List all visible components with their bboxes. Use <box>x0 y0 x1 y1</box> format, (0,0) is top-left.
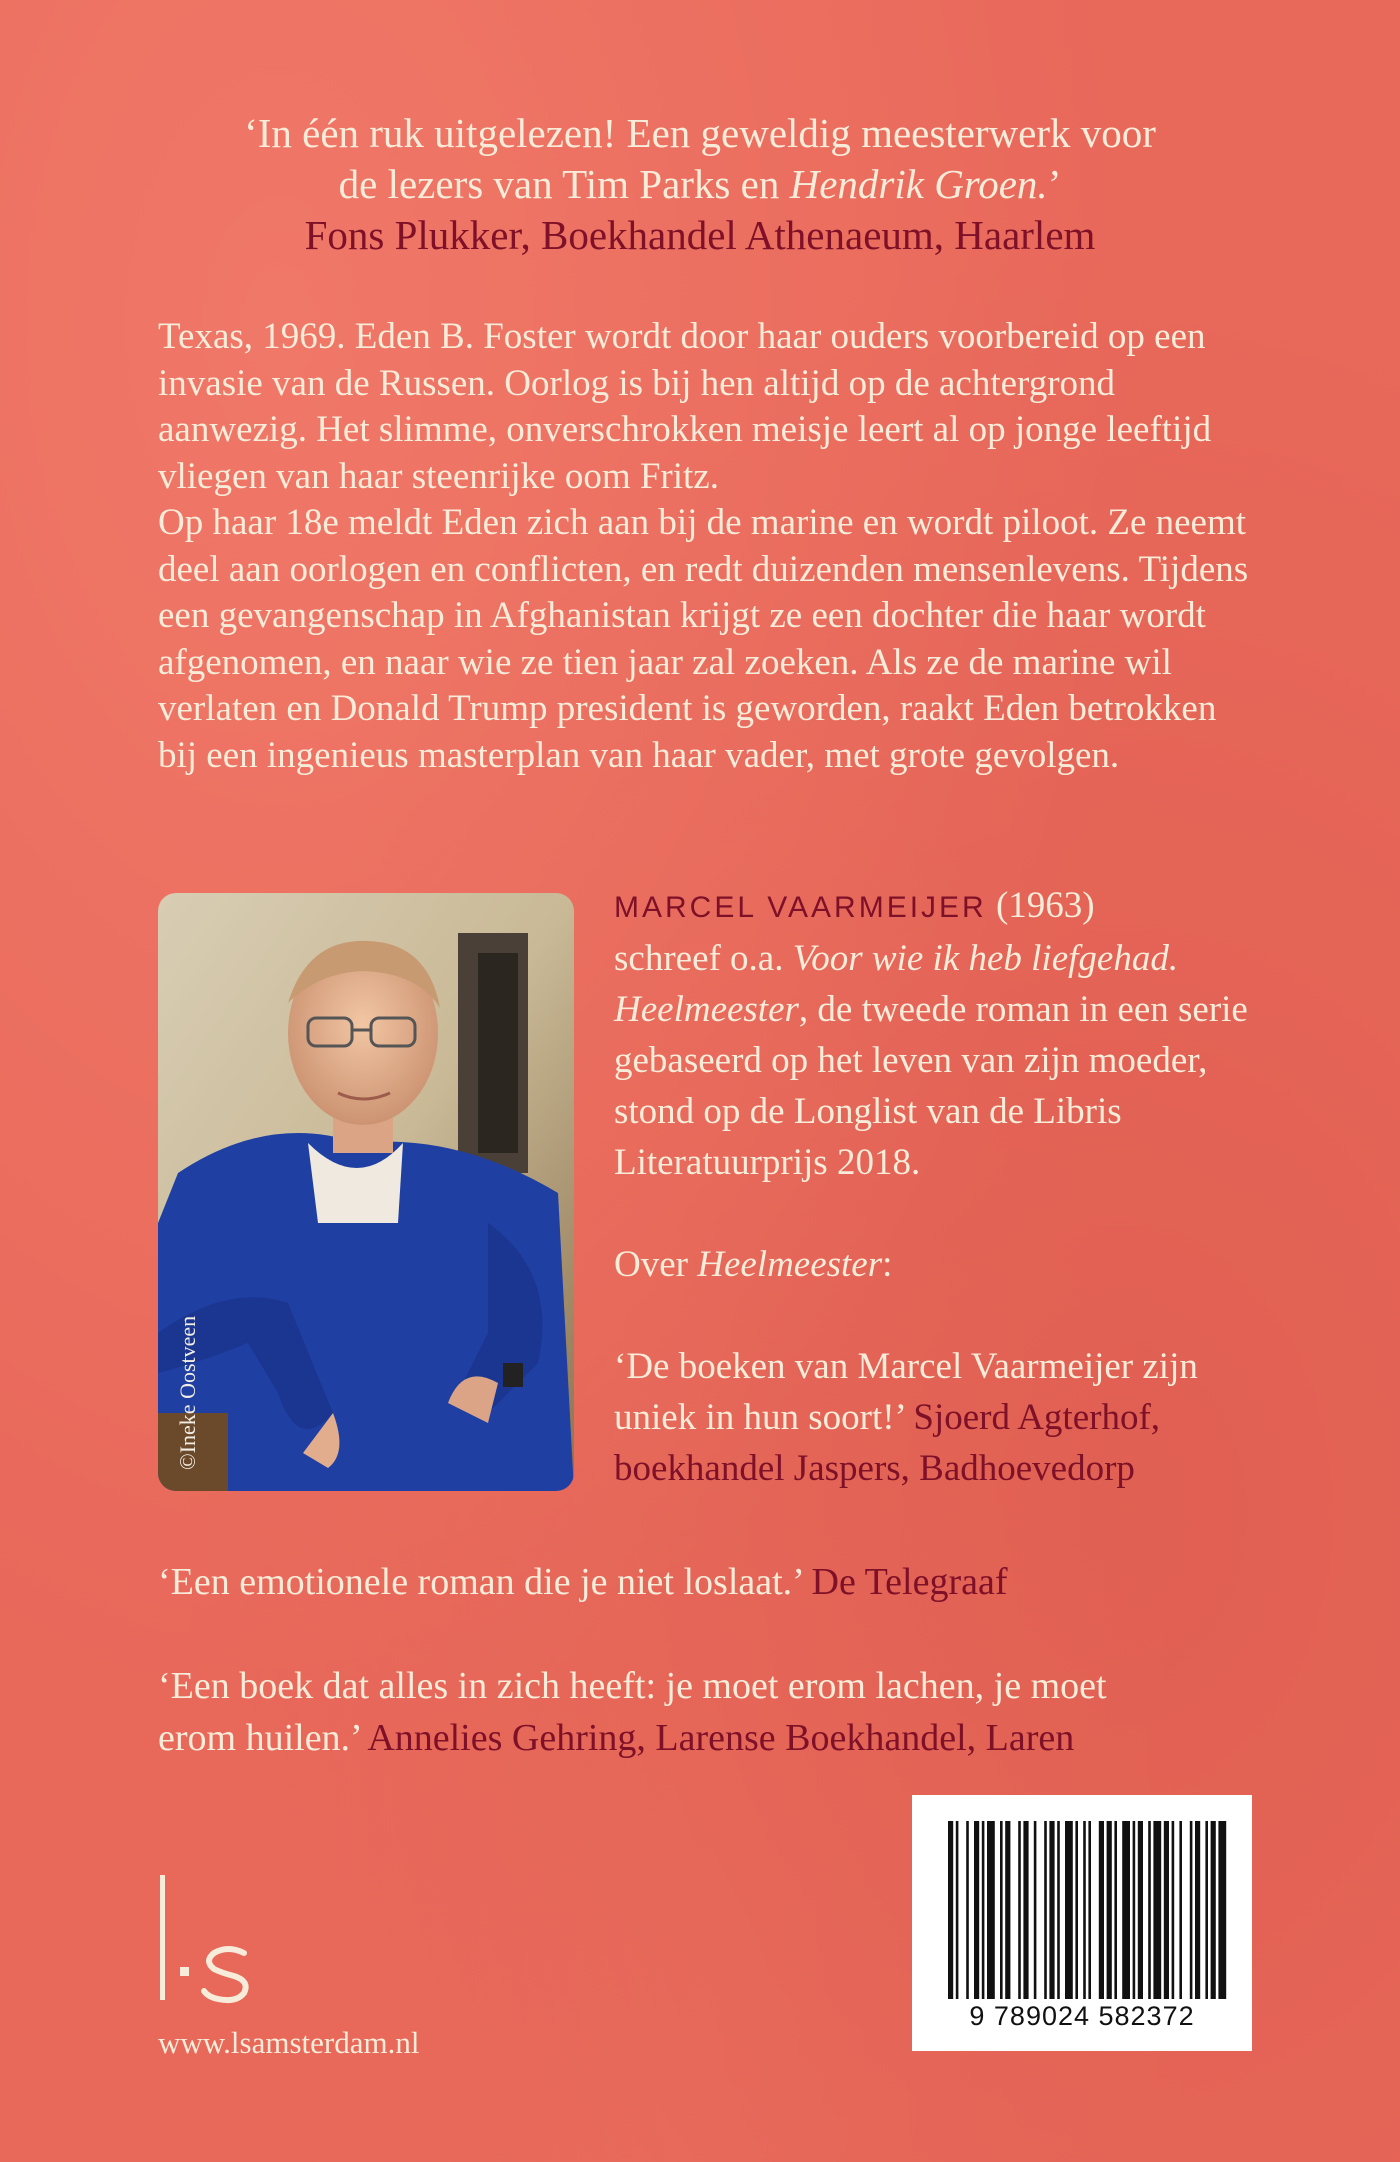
review-quote-2 <box>158 1557 1258 1607</box>
author-bio <box>614 880 1274 1494</box>
isbn-number: 9 789024 582372 <box>969 2001 1195 2031</box>
top-quote-closing-mark: ’ <box>1047 161 1062 207</box>
synopsis <box>158 314 1258 779</box>
top-quote-line2 <box>140 159 1260 210</box>
review-quote-2-attribution: De Telegraaf <box>811 1561 1008 1603</box>
top-quote-book-title: Hendrik Groen. <box>789 161 1048 207</box>
author-bio-rest: , de tweede roman in een serie gebaseerd op het leven van zijn moeder, stond op de Longlist van de Libris Literatuurprijs 2018. <box>614 989 1248 1183</box>
author-quote-attribution: Sjoerd Agterhof, boekhandel Jaspers, Badhoevedorp <box>614 1397 1161 1489</box>
author-quote <box>614 1341 1274 1494</box>
publisher-website: www.lsamsterdam.nl <box>158 2025 420 2060</box>
author-birth-year: (1963) <box>995 885 1095 926</box>
top-quote-line1: ‘In één ruk uitgelezen! Een geweldig meesterwerk voor <box>244 110 1156 156</box>
over-colon: : <box>882 1244 893 1285</box>
review-quote-3-body <box>158 1660 1158 1764</box>
review-quote-3-attribution: Annelies Gehring, Larense Boekhandel, Laren <box>367 1717 1075 1759</box>
over-heelmeester <box>614 1239 1274 1290</box>
synopsis-paragraph-1: Texas, 1969. Eden B. Foster wordt door haar ouders voorbereid op een invasie van de Russen. Oorlog is bij hen altijd op de achtergrond aanwezig. Het slimme, onverschrokken meisje leert al op jonge leeftijd vliegen van haar steenrijke oom Fritz. <box>158 316 1212 497</box>
author-photo <box>158 893 574 1491</box>
photo-credit: ©Ineke Oostveen <box>175 1315 200 1470</box>
review-quote-3-text: ‘Een boek dat alles in zich heeft: je moet erom lachen, je moet erom huilen.’ <box>158 1665 1107 1759</box>
over-title: Heelmeester <box>697 1244 883 1285</box>
synopsis-paragraph-2: Op haar 18e meldt Eden zich aan bij de marine en wordt piloot. Ze neemt deel aan oorlogen en conflicten, en redt duizenden mensenlevens. Tijdens een gevangenschap in Afghanistan krijgt ze een dochter die haar wordt afgenomen, en naar wie ze tien jaar zal zoeken. Als ze de marine wil verlaten en Donald Trump president is geworden, raakt Eden betrokken bij een ingenieus masterplan van haar vader, met grote gevolgen. <box>158 502 1249 776</box>
publisher-logo <box>158 1875 268 2015</box>
review-quote-2-body <box>158 1557 1258 1607</box>
top-quote-attribution: Fons Plukker, Boekhandel Athenaeum, Haarlem <box>304 212 1096 258</box>
barcode-bars <box>912 1795 1252 2001</box>
author-bio-text <box>614 880 1274 1188</box>
review-quote-3 <box>158 1660 1158 1764</box>
author-name: MARCEL VAARMEIJER <box>614 891 987 924</box>
over-label: Over <box>614 1244 698 1285</box>
author-quote-text: ‘De boeken van Marcel Vaarmeijer zijn uniek in hun soort!’ <box>614 1346 1198 1438</box>
barcode <box>912 1795 1252 2051</box>
top-quote <box>140 108 1260 261</box>
author-bio-intro: schreef o.a. <box>614 938 793 979</box>
review-quote-2-text: ‘Een emotionele roman die je niet loslaat.’ <box>158 1561 802 1603</box>
author-bio-titles: Voor wie ik heb liefgehad. Heelmeester <box>614 938 1179 1030</box>
top-quote-line2-text: de lezers van Tim Parks en <box>338 161 790 207</box>
